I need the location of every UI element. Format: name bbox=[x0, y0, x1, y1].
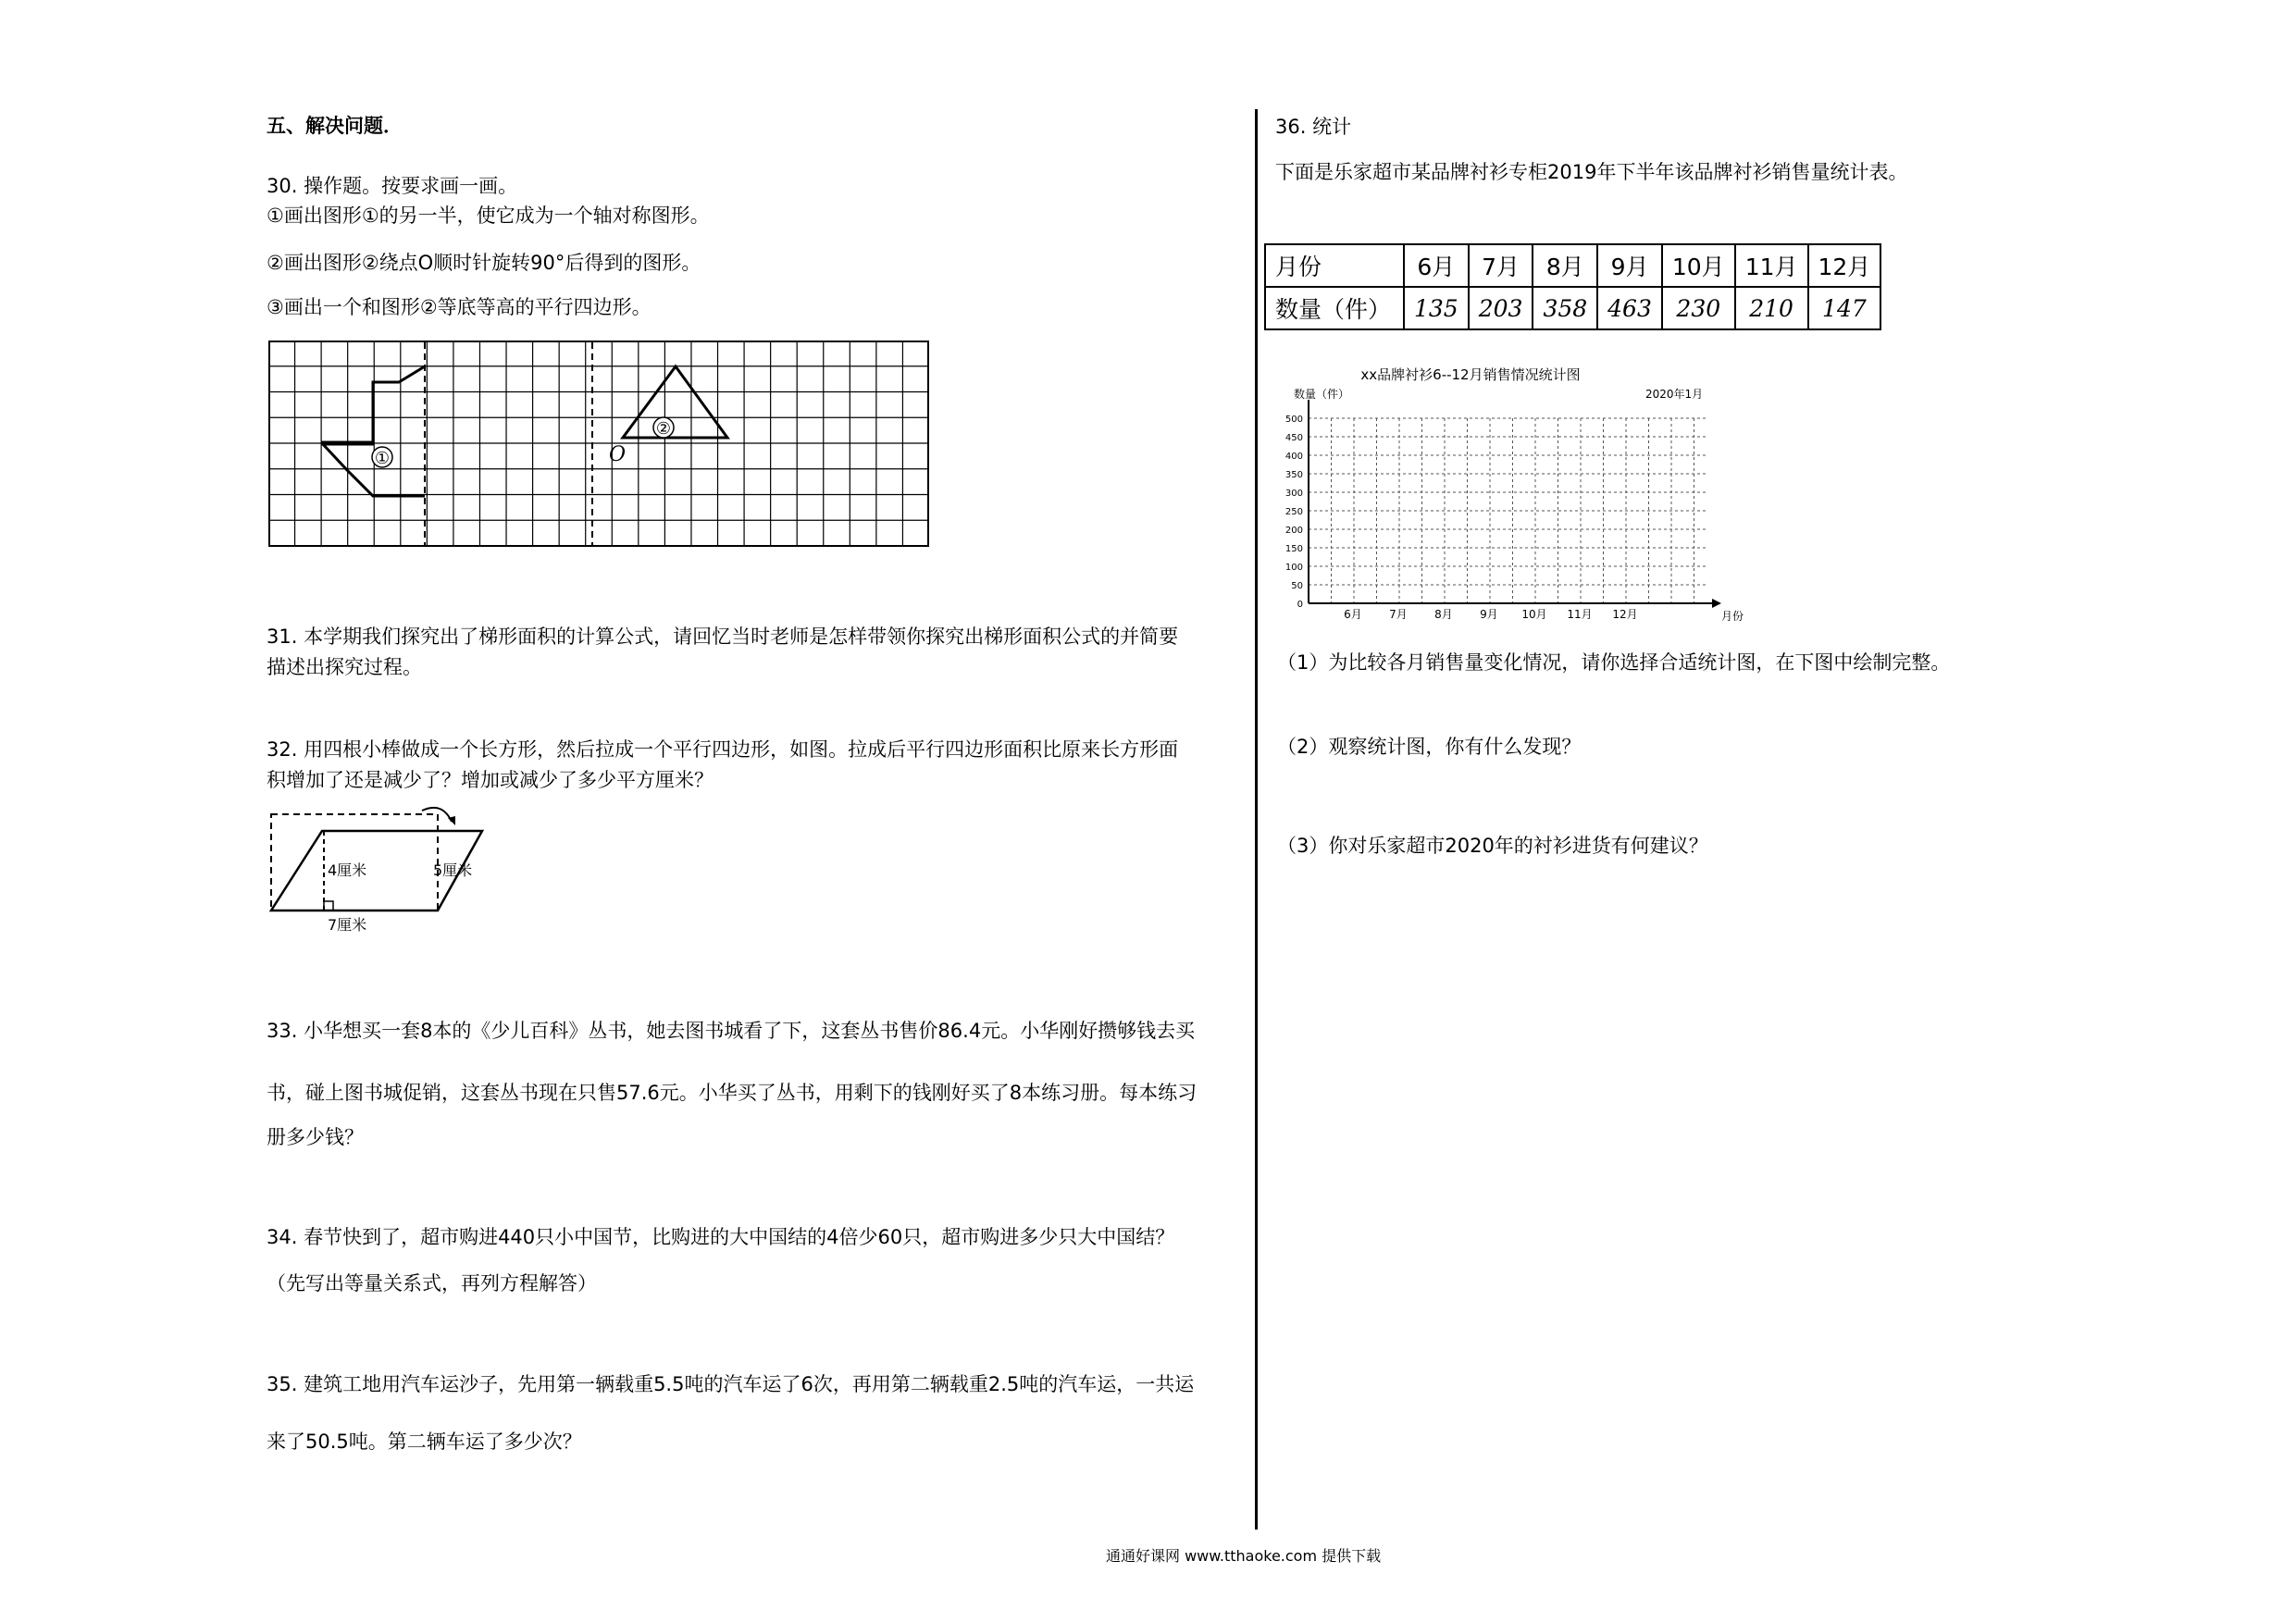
table-cell: 6月 bbox=[1404, 244, 1469, 287]
shape-1-outline bbox=[321, 366, 425, 444]
table-row bbox=[1265, 287, 1880, 329]
point-o-label: O bbox=[609, 443, 627, 466]
chart-ytick-label: 500 bbox=[1285, 415, 1303, 425]
sales-line-chart bbox=[1264, 361, 1764, 643]
q31-line-1: 31. 本学期我们探究出了梯形面积的计算公式，请回忆当时老师是怎样带领你探究出梯形面积公式的并简要 bbox=[267, 626, 1179, 648]
table-cell: 147 bbox=[1808, 287, 1881, 329]
shape-1-label: ① bbox=[374, 449, 391, 468]
table-cell: 11月 bbox=[1735, 244, 1808, 287]
base-label: 7厘米 bbox=[328, 916, 367, 933]
chart-subtitle: 2020年1月 bbox=[1645, 388, 1704, 401]
chart-ytick-label: 50 bbox=[1291, 581, 1303, 591]
q30-item-2: ②画出图形②绕点O顺时针旋转90°后得到的图形。 bbox=[267, 252, 701, 274]
chart-ytick-label: 300 bbox=[1285, 489, 1303, 499]
footer-text: 通通好课网 www.tthaoke.com 提供下载 bbox=[1106, 1547, 1382, 1565]
q30-item-1: ①画出图形①的另一半，使它成为一个轴对称图形。 bbox=[267, 204, 710, 227]
chart-xtick-label: 6月 bbox=[1344, 608, 1362, 621]
parallelogram-figure bbox=[267, 803, 489, 933]
section-title: 五、解决问题． bbox=[267, 115, 403, 137]
chart-ytick-label: 250 bbox=[1285, 507, 1303, 517]
chart-ylabel: 数量（件） bbox=[1294, 388, 1350, 401]
q30-item-3: ③画出一个和图形②等底等高的平行四边形。 bbox=[267, 296, 652, 318]
chart-ytick-label: 400 bbox=[1285, 452, 1303, 462]
q36-part-2: （2）观察统计图，你有什么发现？ bbox=[1277, 736, 1582, 758]
q32-line-1: 32. 用四根小棒做成一个长方形，然后拉成一个平行四边形，如图。拉成后平行四边形面积比原来长方形面 bbox=[267, 738, 1179, 761]
table-cell: 7月 bbox=[1469, 244, 1533, 287]
height-label: 4厘米 bbox=[328, 861, 367, 879]
chart-xtick-label: 12月 bbox=[1612, 608, 1638, 621]
column-divider bbox=[1255, 109, 1258, 1530]
q34-line-2: （先写出等量关系式，再列方程解答） bbox=[267, 1272, 597, 1295]
chart-xtick-label: 8月 bbox=[1434, 608, 1453, 621]
table-cell: 9月 bbox=[1597, 244, 1662, 287]
q35-line-1: 35. 建筑工地用汽车运沙子，先用第一辆载重5.5吨的汽车运了6次，再用第二辆载重2.5吨的汽车运，一共运 bbox=[267, 1373, 1195, 1395]
table-cell: 203 bbox=[1469, 287, 1533, 329]
table-cell: 135 bbox=[1404, 287, 1469, 329]
q33-line-3: 册多少钱？ bbox=[267, 1126, 364, 1148]
x-axis-arrow-icon bbox=[1712, 599, 1721, 608]
q31-line-2: 描述出探究过程。 bbox=[267, 656, 422, 678]
sales-table bbox=[1264, 243, 1881, 330]
q36-title: 36. 统计 bbox=[1275, 116, 1352, 138]
q34-line-1: 34. 春节快到了，超市购进440只小中国节，比购进的大中国结的4倍少60只，超市购进多少只大中国结？ bbox=[267, 1226, 1175, 1248]
q33-line-1: 33. 小华想买一套8本的《少儿百科》丛书，她去图书城看了下，这套丛书售价86.4元。小华刚好攒够钱去买 bbox=[267, 1020, 1196, 1042]
chart-xlabel: 月份 bbox=[1721, 610, 1744, 623]
chart-ytick-label: 150 bbox=[1285, 544, 1303, 554]
q30-title: 30. 操作题。按要求画一画。 bbox=[267, 175, 518, 197]
chart-title: xx品牌衬衫6--12月销售情况统计图 bbox=[1360, 366, 1581, 383]
side-label: 5厘米 bbox=[433, 861, 473, 879]
table-cell: 230 bbox=[1662, 287, 1735, 329]
chart-ytick-label: 450 bbox=[1285, 433, 1303, 443]
q36-part-1: （1）为比较各月销售量变化情况，请你选择合适统计图，在下图中绘制完整。 bbox=[1277, 651, 1951, 674]
table-cell: 210 bbox=[1735, 287, 1808, 329]
q36-part-3: （3）你对乐家超市2020年的衬衫进货有何建议？ bbox=[1277, 835, 1708, 857]
table-cell: 10月 bbox=[1662, 244, 1735, 287]
chart-xtick-label: 9月 bbox=[1480, 608, 1498, 621]
chart-ytick-label: 0 bbox=[1297, 600, 1303, 610]
table-cell: 12月 bbox=[1808, 244, 1881, 287]
chart-xtick-label: 7月 bbox=[1389, 608, 1408, 621]
table-cell: 463 bbox=[1597, 287, 1662, 329]
grid-figure bbox=[268, 341, 930, 548]
q36-intro: 下面是乐家超市某品牌衬衫专柜2019年下半年该品牌衬衫销售量统计表。 bbox=[1275, 161, 1908, 183]
chart-xtick-label: 10月 bbox=[1521, 608, 1547, 621]
table-row bbox=[1265, 244, 1880, 287]
chart-ytick-label: 350 bbox=[1285, 470, 1303, 480]
q35-line-2: 来了50.5吨。第二辆车运了多少次？ bbox=[267, 1431, 582, 1453]
table-cell: 8月 bbox=[1533, 244, 1597, 287]
shape-2-label: ② bbox=[655, 419, 672, 439]
chart-ytick-label: 200 bbox=[1285, 526, 1303, 536]
table-header-quantity: 数量（件） bbox=[1265, 287, 1404, 329]
chart-ytick-label: 100 bbox=[1285, 563, 1303, 573]
chart-xtick-label: 11月 bbox=[1567, 608, 1593, 621]
q33-line-2: 书，碰上图书城促销，这套丛书现在只售57.6元。小华买了丛书，用剩下的钱刚好买了8本练习册。每本练习 bbox=[267, 1082, 1198, 1104]
table-header-month: 月份 bbox=[1265, 244, 1404, 287]
q32-line-2: 积增加了还是减少了？增加或减少了多少平方厘米？ bbox=[267, 769, 714, 791]
table-cell: 358 bbox=[1533, 287, 1597, 329]
